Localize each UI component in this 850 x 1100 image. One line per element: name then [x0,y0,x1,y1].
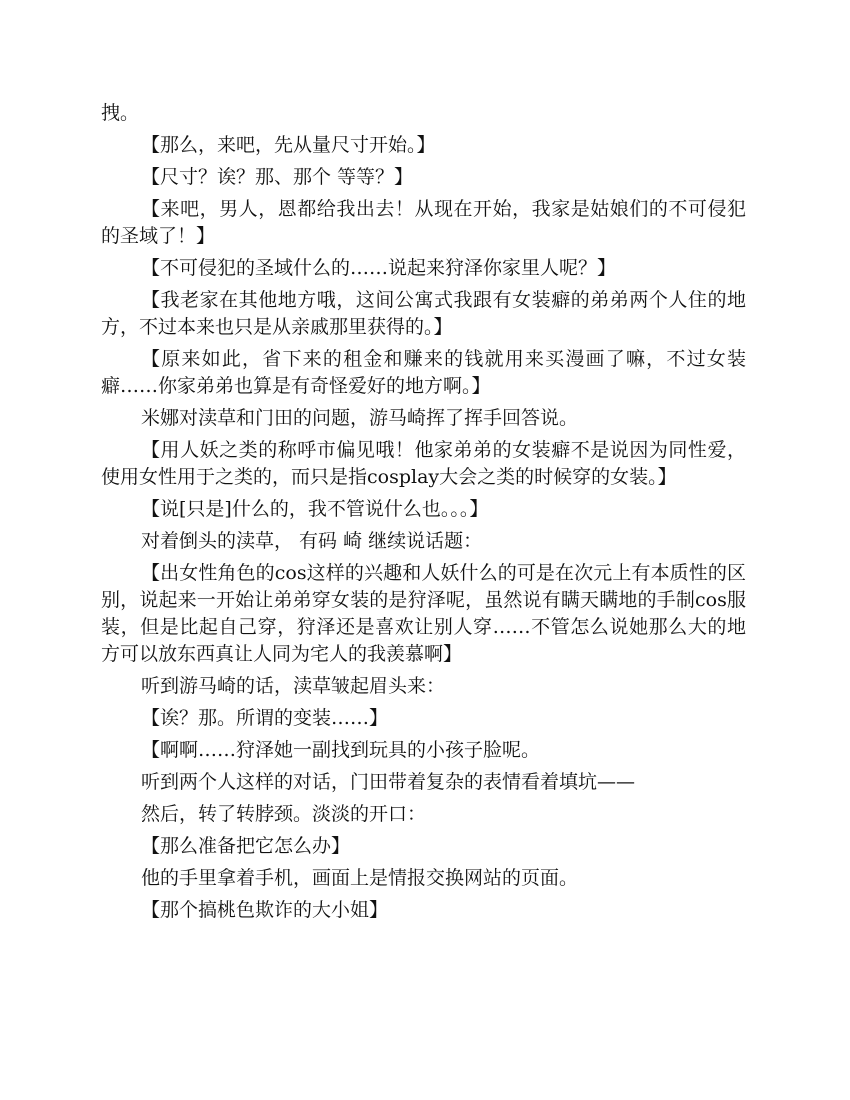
paragraph: 【原来如此，省下来的租金和赚来的钱就用来买漫画了嘛，不过女装癖……你家弟弟也算是有奇怪爱好的地方啊。】 [101,348,746,397]
paragraph: 听到两个人这样的对话，门田带着复杂的表情看着填坑—— [141,771,636,793]
paragraph: 他的手里拿着手机，画面上是情报交换网站的页面。 [141,867,579,889]
paragraph: 听到游马崎的话，渎草皱起眉头来： [141,675,446,697]
paragraph: 【说[只是]什么的，我不管说什么也。。。】 [141,498,489,520]
paragraph: 【那么，来吧，先从量尺寸开始。】 [141,134,436,156]
paragraph: 对着倒头的渎草， 有码 崎 继续说话题： [141,530,483,552]
paragraph: 米娜对渎草和门田的问题，游马崎挥了挥手回答说。 [141,407,579,429]
paragraph: 【不可侵犯的圣域什么的……说起来狩泽你家里人呢？】 [141,257,617,279]
paragraph: 【尺寸？诶？那、那个 等等？】 [141,166,414,188]
paragraph: 【用人妖之类的称呼市偏见哦！他家弟弟的女装癖不是说因为同性爱，使用女性用于之类的，而只是指cosplay大会之类的时候穿的女装。】 [101,439,746,488]
document-page [101,100,746,929]
paragraph: 【那么准备把它怎么办】 [141,835,351,857]
paragraph: 【来吧，男人，恩都给我出去！从现在开始，我家是姑娘们的不可侵犯的圣域了！】 [101,198,746,247]
paragraph: 【出女性角色的cos这样的兴趣和人妖什么的可是在次元上有本质性的区别，说起来一开始让弟弟穿女装的是狩泽呢，虽然说有瞒天瞒地的手制cos服装，但是比起自己穿，狩泽还是喜欢让别人穿……不管怎么说她那么大的地方可以放东西真让人同为宅人的我羡慕啊】 [101,562,746,665]
paragraph: 【啊啊……狩泽她一副找到玩具的小孩子脸呢。 [141,739,541,761]
paragraph: 然后，转了转脖颈。淡淡的开口： [141,803,427,825]
paragraph: 【诶？那。所谓的变装……】 [141,707,389,729]
paragraph: 【那个搞桃色欺诈的大小姐】 [141,899,389,921]
paragraph: 拽。 [101,102,140,124]
paragraph: 【我老家在其他地方哦，这间公寓式我跟有女装癖的弟弟两个人住的地方，不过本来也只是从亲戚那里获得的。】 [101,289,746,338]
